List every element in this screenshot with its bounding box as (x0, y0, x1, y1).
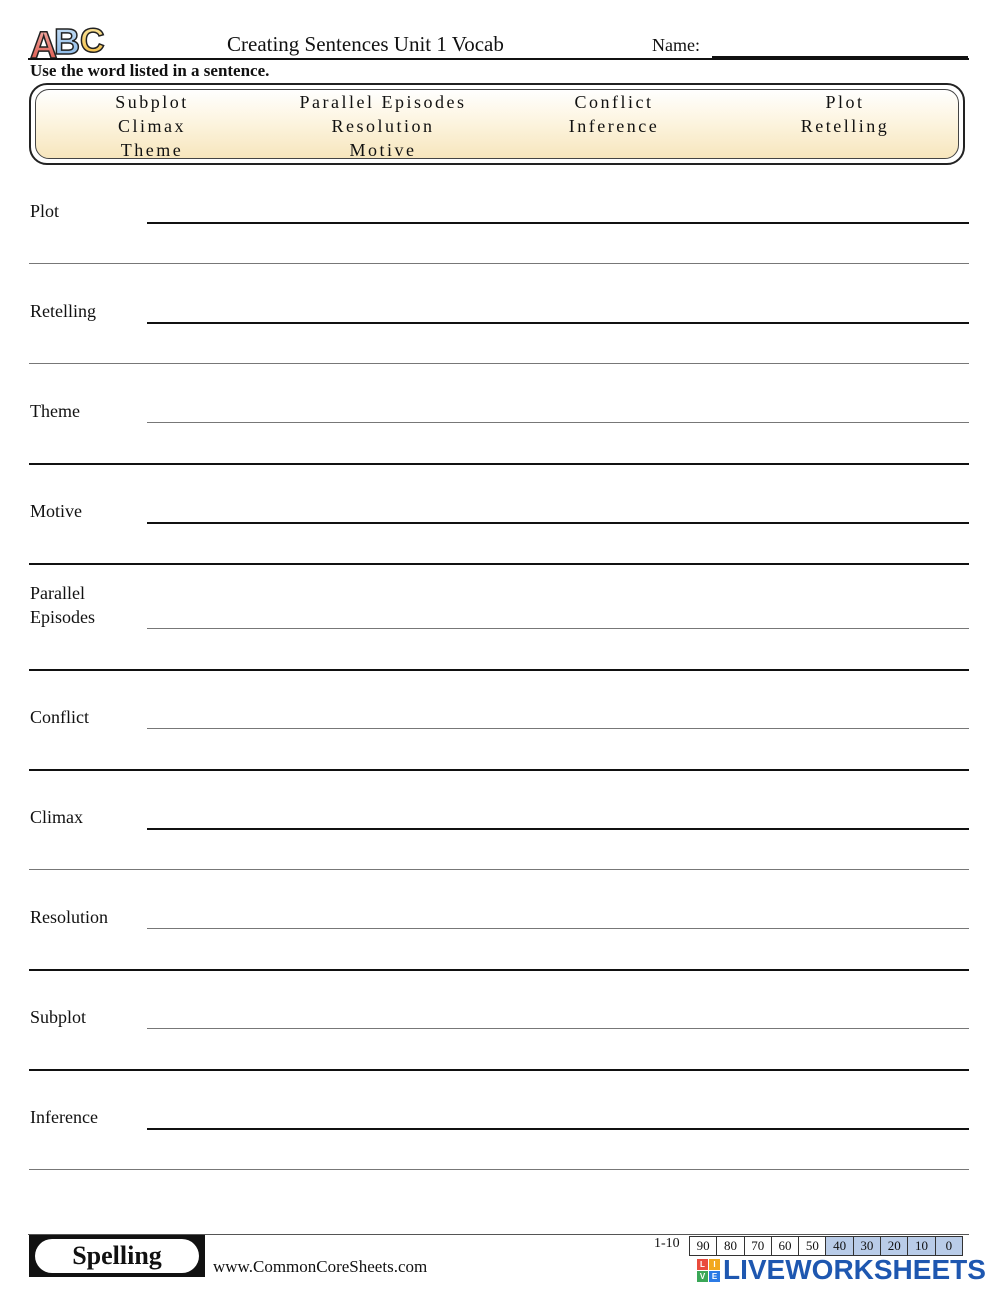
name-label: Name: (652, 35, 700, 55)
sentence-line-continued[interactable] (29, 869, 969, 870)
sentence-line[interactable] (147, 1128, 969, 1130)
score-cell: 60 (771, 1236, 799, 1256)
row-label: Inference (30, 1107, 98, 1127)
score-cell: 90 (689, 1236, 717, 1256)
subject-label: Spelling (35, 1239, 199, 1273)
sentence-line[interactable] (147, 628, 969, 629)
sentence-line[interactable] (147, 1028, 969, 1029)
site-url: www.CommonCoreSheets.com (213, 1257, 428, 1276)
score-cell: 20 (880, 1236, 908, 1256)
sentence-line-continued[interactable] (29, 363, 969, 364)
word-bank-item: Climax (118, 116, 186, 136)
sentence-line-continued[interactable] (29, 769, 969, 771)
row-label: Motive (30, 501, 82, 521)
word-bank-item: Theme (120, 140, 184, 160)
score-cell: 30 (853, 1236, 881, 1256)
sentence-line[interactable] (147, 828, 969, 830)
sentence-line-continued[interactable] (29, 463, 969, 465)
instructions: Use the word listed in a sentence. (30, 61, 270, 80)
logo-letter-c: C (80, 22, 105, 60)
row-label: Subplot (30, 1007, 87, 1027)
score-cell: 50 (798, 1236, 826, 1256)
abc-logo (28, 14, 110, 62)
score-cell: 10 (907, 1236, 935, 1256)
score-cell: 80 (716, 1236, 744, 1256)
score-cell: 70 (744, 1236, 772, 1256)
liveworksheets-icon (697, 1259, 720, 1282)
word-bank-item: Retelling (800, 116, 890, 136)
lw-block-i: I (709, 1259, 720, 1270)
word-bank-item: Resolution (331, 116, 435, 136)
sentence-line-continued[interactable] (29, 669, 969, 671)
sentence-line[interactable] (147, 422, 969, 423)
row-label: Climax (30, 807, 83, 827)
sentence-line[interactable] (147, 728, 969, 729)
sentence-line-continued[interactable] (29, 263, 969, 264)
row-label: Theme (30, 401, 80, 421)
lw-block-e: E (709, 1271, 720, 1282)
row-label: Retelling (30, 301, 96, 321)
row-label: Conflict (30, 707, 89, 727)
word-bank-item: Inference (568, 116, 660, 136)
score-cell: 40 (825, 1236, 853, 1256)
word-bank-item: Plot (825, 92, 865, 112)
row-label: Resolution (30, 907, 109, 927)
sentence-line[interactable] (147, 322, 969, 324)
logo-letter-b: B (54, 21, 80, 62)
liveworksheets-logo (697, 1255, 986, 1285)
word-bank-item: Conflict (574, 92, 654, 112)
sentence-line-continued[interactable] (29, 563, 969, 565)
header-divider (28, 58, 969, 60)
lw-block-v: V (697, 1271, 708, 1282)
score-table (690, 1236, 963, 1256)
sentence-line-continued[interactable] (29, 1169, 969, 1170)
lw-block-l: L (697, 1259, 708, 1270)
subject-badge (29, 1235, 205, 1277)
row-label: Parallel Episodes (30, 583, 95, 627)
liveworksheets-brand: LIVEWORKSHEETS (723, 1254, 986, 1285)
sentence-line-continued[interactable] (29, 969, 969, 971)
word-bank-item: Subplot (115, 92, 189, 112)
sentence-line[interactable] (147, 522, 969, 524)
sentence-line[interactable] (147, 928, 969, 929)
row-label: Plot (30, 201, 60, 221)
sentence-line-continued[interactable] (29, 1069, 969, 1071)
word-bank-item: Motive (349, 140, 417, 160)
worksheet-title: Creating Sentences Unit 1 Vocab (227, 32, 504, 56)
score-range: 1-10 (654, 1236, 680, 1251)
word-bank-item: Parallel Episodes (299, 92, 467, 112)
score-cell: 0 (935, 1236, 963, 1256)
logo-letter-a: A (30, 25, 58, 62)
sentence-line[interactable] (147, 222, 969, 224)
